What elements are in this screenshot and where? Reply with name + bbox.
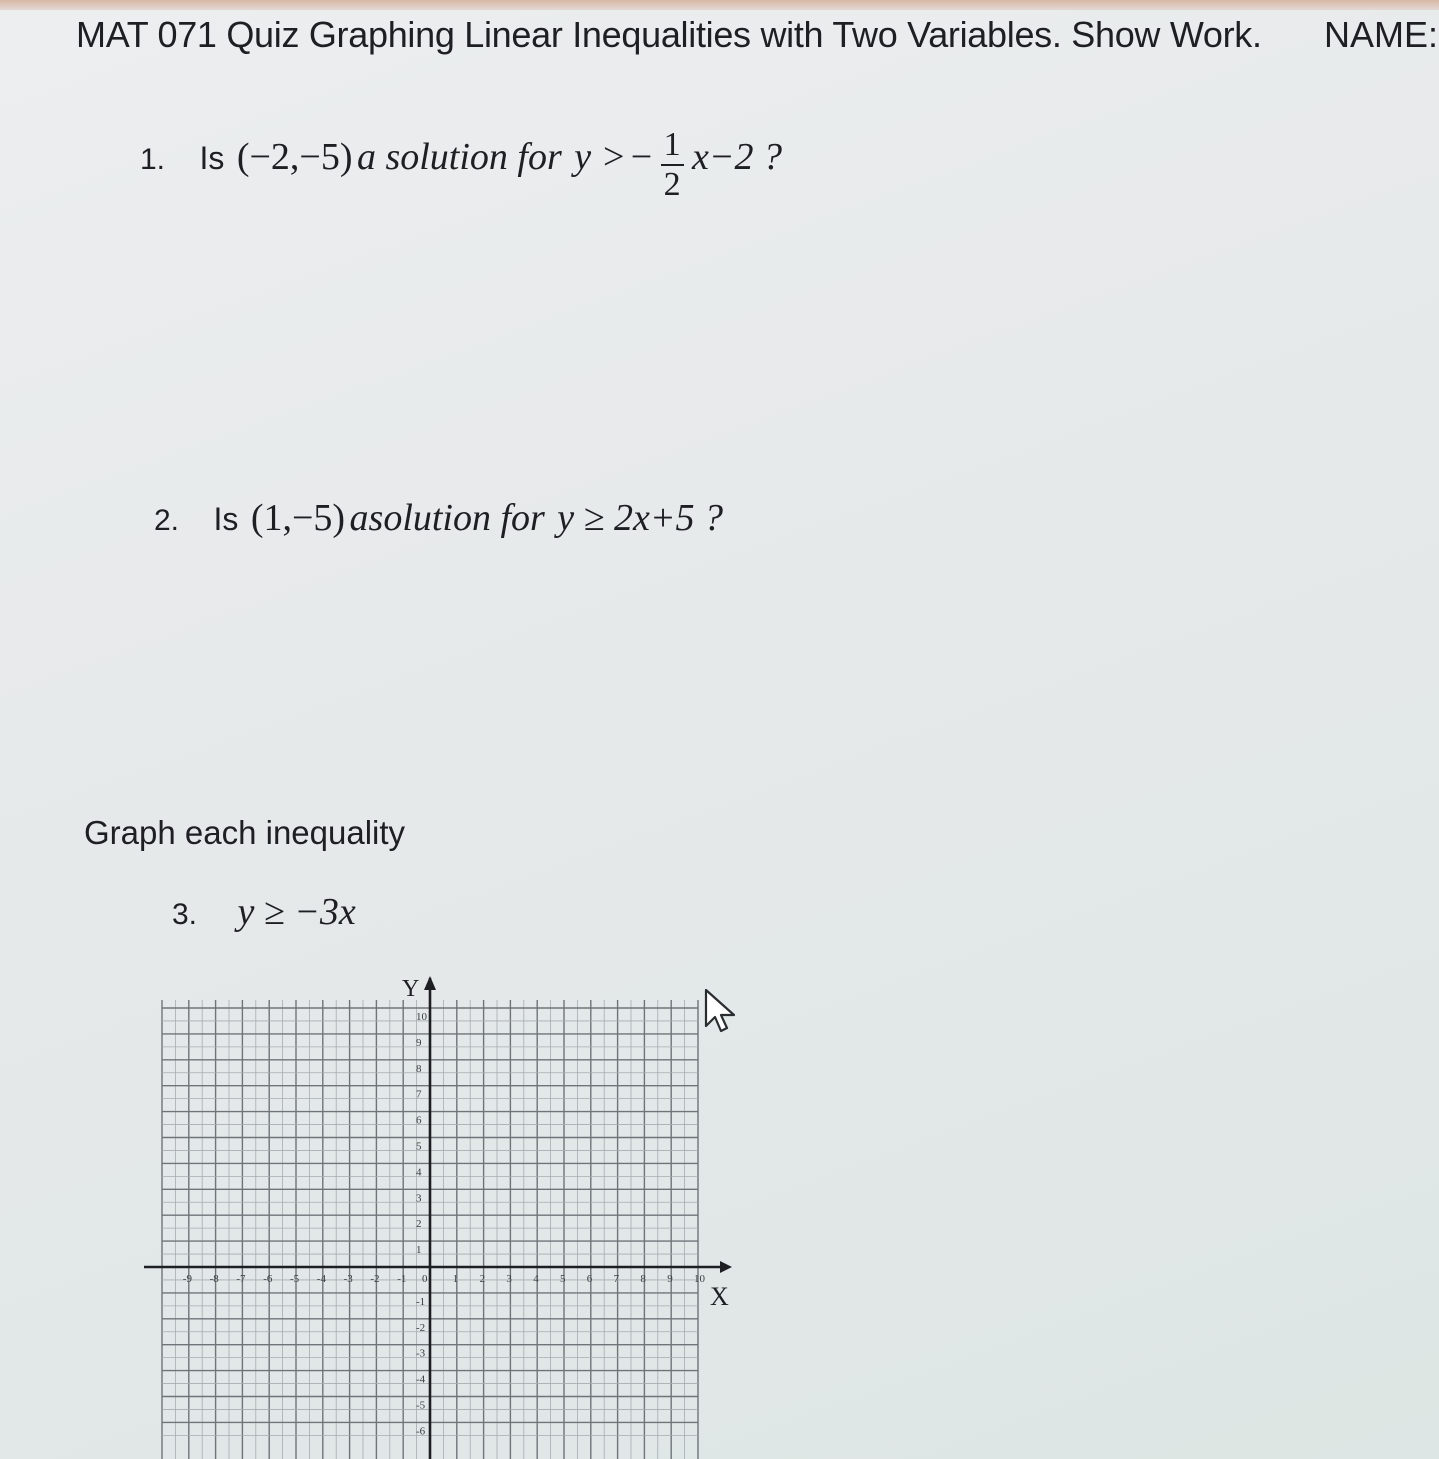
y-tick-label: 1 [416,1244,422,1257]
question-1-point: (−2,−5) [236,136,353,179]
x-tick-label: 8 [640,1273,646,1285]
question-1-number: 1. [140,143,166,177]
y-tick-label: -4 [416,1373,426,1386]
y-tick-label: 3 [416,1192,422,1205]
question-1-lhs: y > [574,136,627,179]
y-tick-label: 5 [416,1140,422,1153]
question-3-number: 3. [172,898,198,931]
y-tick-label: -6 [416,1425,426,1438]
x-axis-label: X [710,1282,729,1311]
x-tick-label: -8 [209,1273,219,1285]
x-tick-label: 7 [613,1273,620,1285]
question-2-text: asolution for [349,497,545,539]
page-top-edge [0,0,1439,10]
y-axis-arrow-icon [424,976,436,990]
y-tick-label: 8 [416,1062,422,1075]
y-tick-label: -3 [416,1347,426,1360]
x-tick-label: 5 [560,1273,566,1285]
question-2-point: (1,−5) [250,497,346,539]
question-1-minus: − [630,136,653,179]
question-1-rhs: x−2 ? [692,136,783,179]
y-tick-label: 9 [416,1036,422,1049]
tick-labels [183,976,729,1437]
question-1-text: a solution for [356,136,562,179]
x-tick-label: -5 [290,1273,300,1285]
x-tick-label: 4 [533,1273,539,1285]
question-3-inequality: y ≥ −3x [237,891,356,933]
x-tick-label: -6 [263,1273,273,1285]
x-tick-label: 6 [586,1273,593,1285]
question-2 [154,496,723,540]
x-tick-label: 9 [667,1273,673,1285]
mouse-cursor-icon [704,988,738,1036]
name-label: NAME: [1324,14,1439,55]
question-3 [172,890,356,934]
y-tick-label: -1 [416,1295,426,1308]
x-tick-label: -2 [370,1273,380,1285]
y-tick-label: 4 [416,1166,422,1179]
question-1-lead: Is [199,140,225,177]
y-tick-label: -2 [416,1321,426,1334]
question-2-lead: Is [213,501,239,537]
coordinate-grid[interactable] [140,966,740,1459]
y-tick-label: -5 [416,1399,426,1412]
y-tick-label: 2 [416,1218,422,1231]
quiz-title: MAT 071 Quiz Graphing Linear Inequalities with Two Variables. Show Work. [76,14,1262,55]
x-tick-label: -7 [236,1273,246,1285]
x-tick-label: -4 [316,1273,326,1285]
x-tick-label: 1 [452,1273,459,1285]
graph-section-heading: Graph each inequality [84,814,406,851]
fraction-numerator: 1 [661,128,684,166]
question-1 [140,128,782,202]
fraction-denominator: 2 [663,166,681,203]
x-tick-label: -1 [397,1273,407,1285]
x-tick-label: -9 [182,1273,192,1285]
x-tick-label: -3 [343,1273,353,1285]
x-tick-label: 10 [694,1273,705,1285]
x-tick-label: 2 [479,1273,486,1285]
y-tick-label: 6 [416,1114,422,1127]
question-1-fraction [661,128,684,202]
question-2-number: 2. [154,504,180,537]
x-axis-arrow-icon [720,1261,732,1273]
x-tick-label: 3 [506,1273,512,1285]
y-tick-label: 7 [416,1088,422,1101]
y-tick-label: 10 [416,1011,427,1023]
question-2-inequality: y ≥ 2x+5 ? [557,497,724,539]
origin-label: 0 [422,1273,428,1285]
y-axis-label: Y [402,976,420,1002]
